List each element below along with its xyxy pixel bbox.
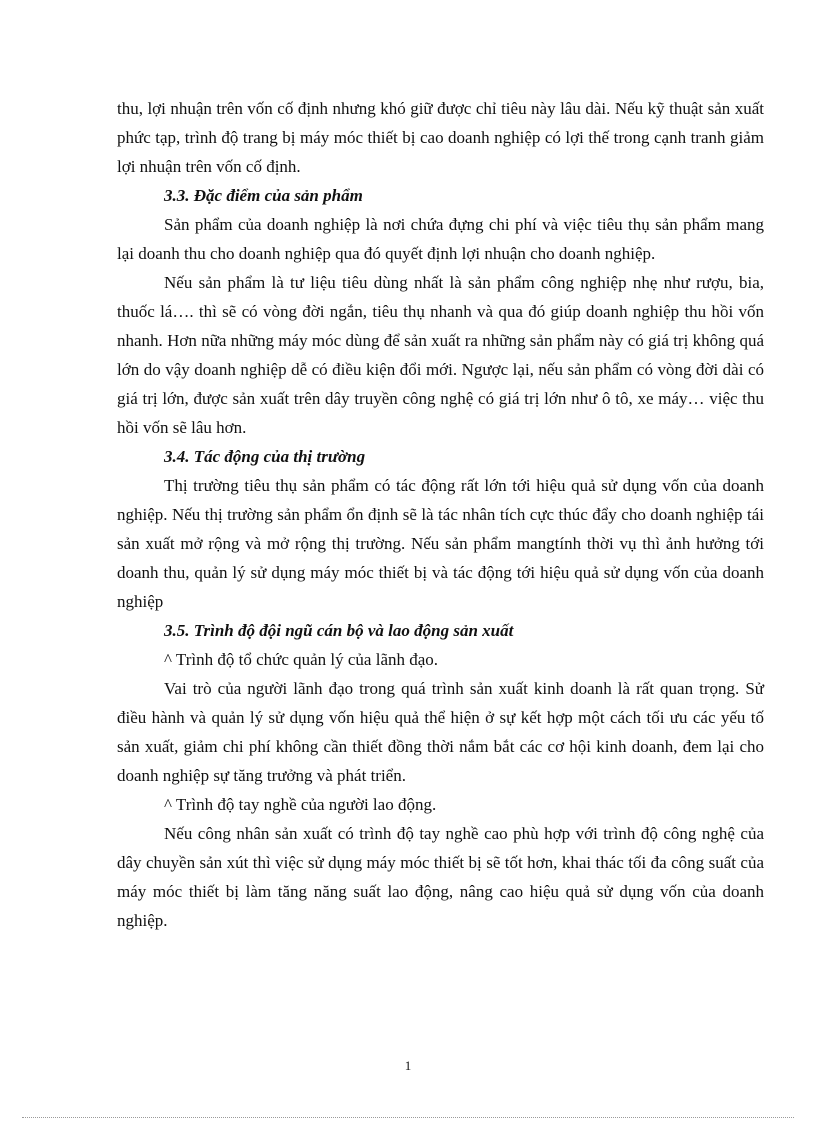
bullet-item: ^ Trình độ tay nghề của người lao động. bbox=[164, 795, 437, 814]
paragraph: Nếu sản phẩm là tư liệu tiêu dùng nhất là sản phẩm công nghiệp nhẹ như rượu, bia, thuốc lá…. thì sẽ có vòng đời ngắn, tiêu thụ nhanh và qua đó giúp doanh nghiệp thu hồi vốn nhanh. Hơn nữa những máy móc dùng để sản xuất ra những sản phẩm này có giá trị không quá lớn do vậy doanh nghiệp dễ có điều kiện đổi mới. Ngược lại, nếu sản phẩm có vòng đời dài có giá trị lớn, được sản xuất trên dây truyền công nghệ có giá trị lớn như ô tô, xe máy… việc thu hồi vốn sẽ lâu hơn. bbox=[117, 273, 764, 437]
bullet-item: ^ Trình độ tổ chức quản lý của lãnh đạo. bbox=[164, 650, 439, 669]
paragraph: Nếu công nhân sản xuất có trình độ tay nghề cao phù hợp với trình độ công nghệ của dây chuyền sản xút thì việc sử dụng máy móc thiết bị sẽ tốt hơn, khai thác tối đa công suất của máy móc thiết bị làm tăng năng suất lao động, nâng cao hiệu quả sử dụng vốn của doanh nghiệp. bbox=[117, 824, 764, 930]
page-number: 1 bbox=[404, 1058, 412, 1073]
section-heading-3-3: 3.3. Đặc điểm của sản phẩm bbox=[164, 186, 363, 205]
paragraph: Vai trò của người lãnh đạo trong quá trình sản xuất kinh doanh là rất quan trọng. Sử điều hành và quản lý sử dụng vốn hiệu quả thể hiện ở sự kết hợp một cách tối ưu các yếu tố sản xuất, giảm chi phí không cần thiết đồng thời nắm bắt các cơ hội kinh doanh, đem lại cho doanh nghiệp sự tăng trưởng và phát triển. bbox=[117, 679, 764, 785]
page-bottom-divider bbox=[22, 1117, 794, 1118]
paragraph: Thị trường tiêu thụ sản phẩm có tác động rất lớn tới hiệu quả sử dụng vốn của doanh nghiệp. Nếu thị trường sản phẩm ổn định sẽ là tác nhân tích cực thúc đẩy cho doanh nghiệp tái sản xuất mở rộng và mở rộng thị trường. Nếu sản phẩm mangtính thời vụ thì ảnh hưởng tới doanh thu, quản lý sử dụng máy móc thiết bị và tác động tới hiệu quả sử dụng vốn của doanh nghiệp bbox=[117, 476, 764, 611]
section-heading-3-4: 3.4. Tác động của thị trường bbox=[164, 447, 366, 466]
paragraph: thu, lợi nhuận trên vốn cố định nhưng khó giữ được chỉ tiêu này lâu dài. Nếu kỹ thuật sản xuất phức tạp, trình độ trang bị máy móc thiết bị cao doanh nghiệp có lợi thế trong cạnh tranh giảm lợi nhuận trên vốn cố định. bbox=[117, 99, 764, 176]
body-text bbox=[117, 94, 764, 935]
paragraph: Sản phẩm của doanh nghiệp là nơi chứa đựng chi phí và việc tiêu thụ sản phẩm mang lại doanh thu cho doanh nghiệp qua đó quyết định lợi nhuận cho doanh nghiệp. bbox=[117, 215, 764, 263]
section-heading-3-5: 3.5. Trình độ đội ngũ cán bộ và lao động sản xuất bbox=[164, 621, 514, 640]
